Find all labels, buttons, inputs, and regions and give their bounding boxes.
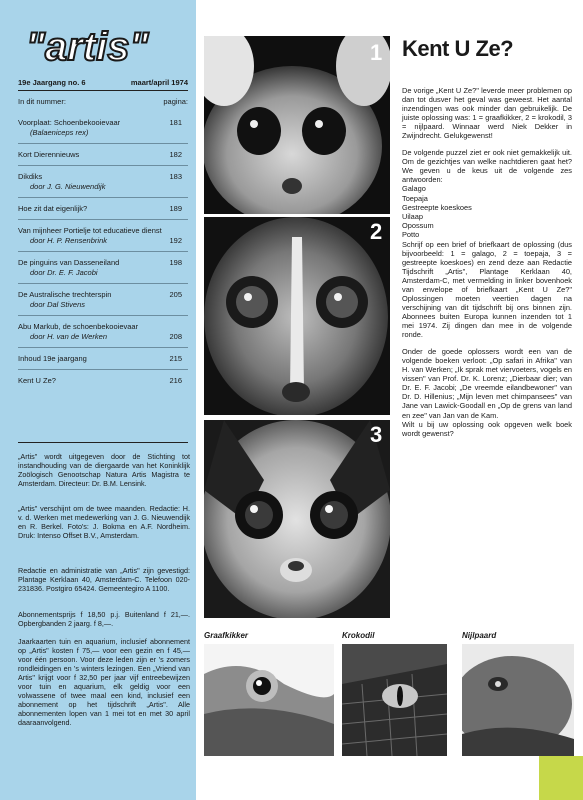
toc-entry[interactable] — [18, 322, 188, 342]
toc-header-label: In dit nummer: — [18, 97, 66, 106]
toc-entry-page: 198 — [169, 258, 182, 267]
toc-entry-sub: door Dr. E. F. Jacobi — [30, 268, 98, 277]
answer-option: Uilaap — [402, 212, 423, 222]
toc-entry-title: Inhoud 19e jaargang — [18, 354, 87, 363]
colophon-editors: „Artis" verschijnt om de twee maanden. Redactie: H. v. d. Werken met medewerking van J. G. Nieuwendijk en R. Berkel. Foto's: J. Bokma en A.F. Nordheim. Druk: Intenso Offset B.V., Amsterdam. — [18, 504, 190, 540]
toc-entry-title: Van mijnheer Portielje tot educatieve dienst — [18, 226, 162, 235]
article-paragraph: Onder de goede oplossers wordt een van de volgende boeken verloot: „Op safari in Afrika" van H. van Werken; „Ik sprak met viervoeters, vogels en vissen" van Prof. Dr. K. Lorenz; „Dierbaar dier; van Dr. E. F. Jacobi; „De vreemde eilandbewoner" van Dr. D. Hillenius; „Mijn leven met chimpansees" van Jane van Lawick-Goodall en „Op de grens van land en zee" van Jan van de Kam. — [402, 347, 572, 420]
toc-entry-page: 181 — [169, 118, 182, 127]
toc-separator — [18, 251, 188, 252]
article-paragraph: De volgende puzzel ziet er ook niet gemakkelijk uit. Om de gezichtjes van welke nachtdieren gaat het? We geven u de keus uit de volgende zes antwoorden: — [402, 148, 572, 185]
divider — [18, 442, 188, 443]
toc-entry-sub: door H. van de Werken — [30, 332, 107, 341]
library-tag — [539, 756, 583, 800]
divider — [18, 90, 188, 91]
toc-entry-title: De Australische trechterspin — [18, 290, 112, 299]
photo-graphic — [204, 420, 390, 618]
toc-entry-title: Hoe zit dat eigenlijk? — [18, 204, 88, 213]
frog-photo — [204, 644, 334, 756]
toc-separator — [18, 283, 188, 284]
photo-caption: Graafkikker — [204, 631, 249, 640]
toc-entry-page: 182 — [169, 150, 182, 159]
toc-entry-page: 205 — [169, 290, 182, 299]
photo-graphic — [342, 644, 447, 756]
crocodile-photo — [342, 644, 447, 756]
photo-graphic — [204, 644, 334, 756]
toc-separator — [18, 165, 188, 166]
table-of-contents — [18, 118, 188, 386]
colophon-membership: Jaarkaarten tuin en aquarium, inclusief abonnement op „Artis" kosten f 75,— voor een gezin en f 45,— voor één persoon. Voor deze leden zijn er 's zomers rondleidingen en 's winters lezingen. Een „Vriend van Artis" krijgt voor f 32,50 per jaar vijf entreebewijzen voor tuin en aquarium, elk geldig voor een volwassene of twee maal een kind, inclusief een abonnement op het tijdschrift „Artis". Alle abonnementen lopen van 1 mei tot en met 30 april daaraanvolgend. — [18, 637, 190, 727]
colophon — [18, 637, 190, 727]
toc-entry-sub: door H. P. Rensenbrink — [30, 236, 107, 245]
animal-photo-1 — [204, 36, 390, 214]
answer-option: Potto — [402, 230, 420, 240]
toc-separator — [18, 347, 188, 348]
answer-option: Galago — [402, 184, 426, 194]
toc-entry-sub: door J. G. Nieuwendijk — [30, 182, 106, 191]
toc-entry-title: Kent U Ze? — [18, 376, 56, 385]
colophon-subscription: Abonnementsprijs f 18,50 p.j. Buitenland f 21,—. Opbergbanden 2 jaarg. f 8,—. — [18, 610, 190, 628]
toc-separator — [18, 197, 188, 198]
toc-entry[interactable] — [18, 290, 188, 310]
article-title: Kent U Ze? — [402, 36, 514, 61]
toc-entry[interactable] — [18, 204, 188, 214]
animal-photo-2 — [204, 217, 390, 415]
answer-option: Gestreepte koeskoes — [402, 202, 472, 212]
colophon — [18, 452, 190, 488]
toc-header — [18, 97, 188, 106]
toc-entry-page: 215 — [169, 354, 182, 363]
colophon — [18, 566, 190, 593]
toc-entry[interactable] — [18, 376, 188, 386]
toc-entry-sub: door Dal Stivens — [30, 300, 86, 309]
photo-graphic — [204, 36, 390, 214]
toc-entry[interactable] — [18, 172, 188, 192]
photo-number: 3 — [370, 422, 383, 447]
article-paragraph: Schrijf op een brief of briefkaart de oplossing (dus bijvoorbeeld: 1 = galago, 2 = toepaja, 3 = gestreepte koeskoes) en zend deze aan Redactie Tijdschrift „Artis", Plantage Kerklaan 40, Amsterdam-C, met vermelding in linker bovenhoek van envelope of briefkaart „Kent U Ze?" Oplossingen moeten veertien dagen na verschijning van dit tijdschrift bij ons binnen zijn. Abonnees buiten Europa kunnen inzenden tot 1 mei 1974. Zij dingen dan mee in de volgende ronde. — [402, 239, 572, 340]
article-paragraph: De vorige „Kent U Ze?" leverde meer problemen op dan tot dusver het geval was geweest. Het aantal inzendingen was ook minder dan gebruikelijk. De juiste oplossing was: 1 = graafkikker, 2 = krokodil, 3 = nijlpaard. Winnaar werd Niek Dekker in Zwijndrecht. Gelukgewenst! — [402, 86, 572, 141]
colophon-address: Redactie en administratie van „Artis" zijn gevestigd: Plantage Kerklaan 40, Amsterdam-C. Telefoon 020-231836. Postgiro 65424. Gemeentegiro A 1100. — [18, 566, 190, 593]
photo-caption: Krokodil — [342, 631, 375, 640]
toc-entry-title: Voorplaat: Schoenbekooievaar — [18, 118, 121, 127]
answer-option: Opossum — [402, 221, 434, 231]
photo-number: 1 — [370, 40, 383, 65]
toc-entry-sub: (Balaeniceps rex) — [30, 128, 89, 137]
article-paragraph: Wilt u bij uw oplossing ook opgeven welk boek wordt gewenst? — [402, 419, 572, 438]
toc-entry[interactable] — [18, 118, 188, 138]
issue-number: 19e Jaargang no. 6 — [18, 78, 86, 87]
toc-separator — [18, 369, 188, 370]
toc-entry[interactable] — [18, 258, 188, 278]
toc-entry-page: 192 — [169, 236, 182, 245]
toc-separator — [18, 219, 188, 220]
colophon — [18, 610, 190, 628]
svg-text:"artis": "artis" — [26, 25, 149, 69]
photo-caption: Nijlpaard — [462, 631, 497, 640]
answer-option: Toepaja — [402, 193, 428, 203]
toc-entry-page: 208 — [169, 332, 182, 341]
colophon-publisher: „Artis" wordt uitgegeven door de Stichting tot instandhouding van de diergaarde van het Koninklijk Zoölogisch Genootschap Natura Artis Magistra te Amsterdam. Directeur: Dr. B.M. Lensink. — [18, 452, 190, 488]
toc-entry-page: 189 — [169, 204, 182, 213]
toc-entry-title: De pinguins van Dasseneiland — [18, 258, 120, 267]
answer-options — [402, 184, 572, 239]
toc-entry[interactable] — [18, 226, 188, 246]
hippo-photo — [462, 644, 574, 756]
toc-separator — [18, 143, 188, 144]
toc-separator — [18, 315, 188, 316]
toc-page-label: pagina: — [163, 97, 188, 106]
animal-photo-3 — [204, 420, 390, 618]
colophon — [18, 504, 190, 540]
photo-graphic — [462, 644, 574, 756]
toc-entry-title: Dikdiks — [18, 172, 43, 181]
toc-entry[interactable] — [18, 150, 188, 160]
article-body — [402, 86, 572, 446]
toc-entry-page: 183 — [169, 172, 182, 181]
issue-line — [18, 78, 188, 87]
photo-graphic — [204, 217, 390, 415]
artis-logo — [18, 22, 188, 72]
photo-number: 2 — [370, 219, 383, 244]
toc-entry-page: 216 — [169, 376, 182, 385]
toc-entry-title: Abu Markub, de schoenbekooievaar — [18, 322, 139, 331]
toc-entry-title: Kort Dierennieuws — [18, 150, 80, 159]
issue-date: maart/april 1974 — [130, 78, 188, 87]
toc-entry[interactable] — [18, 354, 188, 364]
logo-graphic — [18, 22, 188, 72]
